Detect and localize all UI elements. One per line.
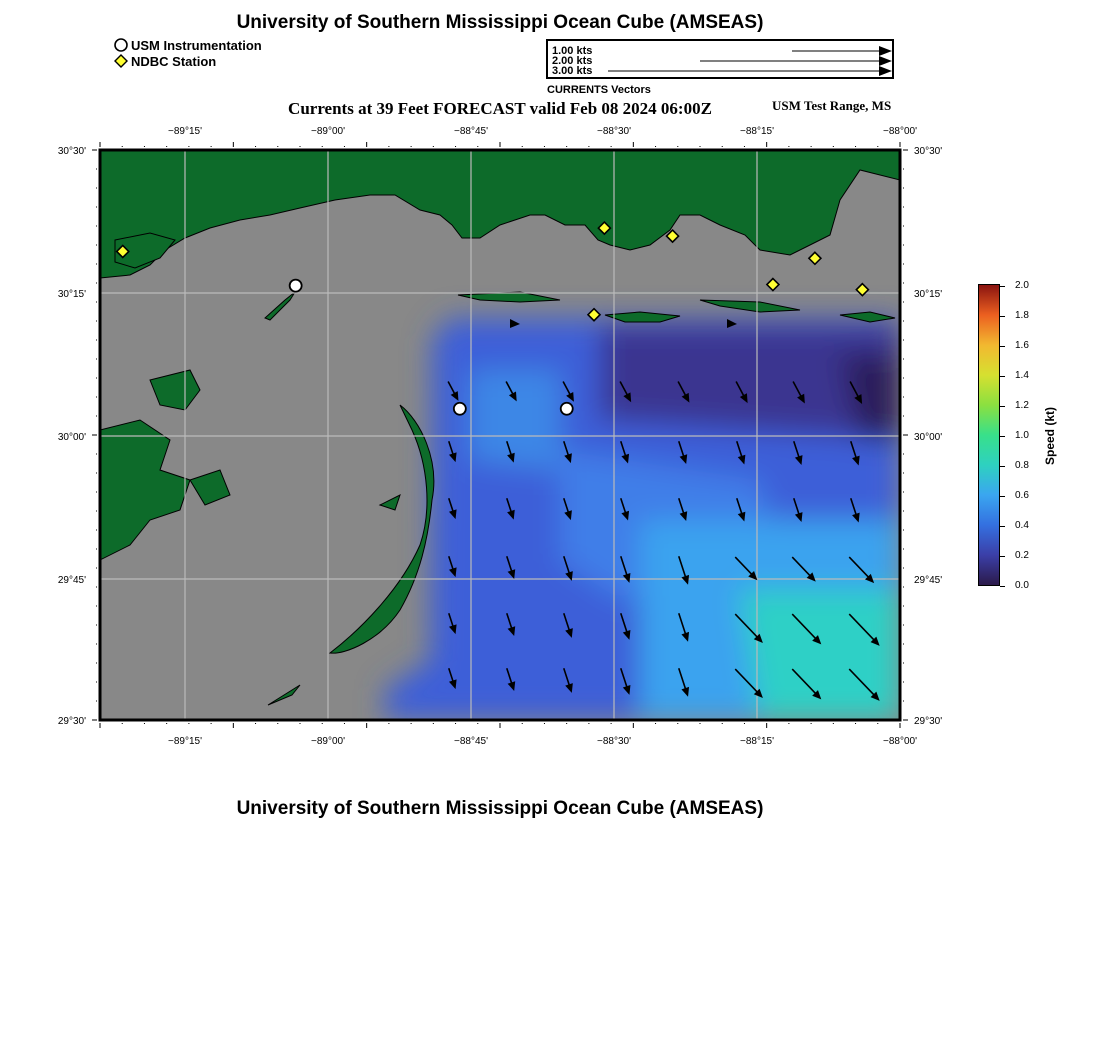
colorbar-tick bbox=[1000, 496, 1005, 497]
speed-field bbox=[385, 318, 900, 720]
vector-key-caption: CURRENTS Vectors bbox=[547, 84, 651, 96]
lat-label-left: 29°30' bbox=[57, 716, 86, 727]
legend-ndbc-label: NDBC Station bbox=[131, 53, 217, 69]
colorbar-tick bbox=[1000, 316, 1005, 317]
vector-key-label-3: 3.00 kts bbox=[552, 65, 593, 77]
speed-colorbar bbox=[978, 284, 1000, 586]
lon-label-bottom: −88°45' bbox=[454, 736, 488, 747]
legend-usm-label: USM Instrumentation bbox=[131, 37, 262, 53]
lat-label-left: 30°00' bbox=[57, 432, 86, 443]
colorbar-tick bbox=[1000, 556, 1005, 557]
range-label: USM Test Range, MS bbox=[772, 98, 892, 113]
lon-label-top: −88°30' bbox=[597, 126, 631, 137]
lat-label-left: 29°45' bbox=[57, 575, 86, 586]
lon-label-top: −89°15' bbox=[168, 126, 202, 137]
usm-station-marker[interactable] bbox=[454, 403, 466, 415]
colorbar-tick bbox=[1000, 436, 1005, 437]
lon-label-bottom: −88°00' bbox=[883, 736, 917, 747]
lon-label-top: −88°15' bbox=[740, 126, 774, 137]
colorbar-tick-label: 1.0 bbox=[1015, 430, 1029, 441]
lat-label-right: 30°00' bbox=[914, 432, 943, 443]
usm-station-marker[interactable] bbox=[290, 280, 302, 292]
colorbar-tick-label: 1.8 bbox=[1015, 310, 1029, 321]
colorbar-tick bbox=[1000, 406, 1005, 407]
page-title: University of Southern Mississippi Ocean Cube (AMSEAS) bbox=[236, 12, 764, 33]
lon-label-bottom: −89°00' bbox=[311, 736, 345, 747]
colorbar-tick bbox=[1000, 526, 1005, 527]
colorbar-tick bbox=[1000, 346, 1005, 347]
lat-label-left: 30°30' bbox=[57, 146, 86, 157]
colorbar-tick-label: 0.0 bbox=[1015, 580, 1029, 591]
lon-label-top: −88°00' bbox=[883, 126, 917, 137]
lon-label-bottom: −88°30' bbox=[597, 736, 631, 747]
colorbar-tick-label: 0.2 bbox=[1015, 550, 1029, 561]
lon-label-bottom: −89°15' bbox=[168, 736, 202, 747]
colorbar-tick-label: 1.6 bbox=[1015, 340, 1029, 351]
colorbar-tick-label: 1.4 bbox=[1015, 370, 1029, 381]
footer-title: University of Southern Mississippi Ocean Cube (AMSEAS) bbox=[236, 798, 764, 819]
map-subtitle: Currents at 39 Feet FORECAST valid Feb 08 2024 06:00Z bbox=[288, 99, 712, 118]
lat-label-right: 30°15' bbox=[914, 289, 943, 300]
colorbar-title: Speed (kt) bbox=[1043, 406, 1057, 466]
lon-label-top: −88°45' bbox=[454, 126, 488, 137]
lat-label-left: 30°15' bbox=[57, 289, 86, 300]
lat-label-right: 29°45' bbox=[914, 575, 943, 586]
colorbar-tick-label: 1.2 bbox=[1015, 400, 1029, 411]
colorbar-tick bbox=[1000, 286, 1005, 287]
usm-station-marker[interactable] bbox=[561, 403, 573, 415]
lon-label-top: −89°00' bbox=[311, 126, 345, 137]
lat-label-right: 30°30' bbox=[914, 146, 943, 157]
colorbar-tick-label: 0.4 bbox=[1015, 520, 1029, 531]
colorbar-tick bbox=[1000, 466, 1005, 467]
lat-label-right: 29°30' bbox=[914, 716, 943, 727]
colorbar-tick-label: 0.6 bbox=[1015, 490, 1029, 501]
colorbar-tick-label: 2.0 bbox=[1015, 280, 1029, 291]
vector-key-label-2: 2.00 kts bbox=[552, 55, 593, 67]
colorbar-tick-label: 0.8 bbox=[1015, 460, 1029, 471]
vector-key-label-1: 1.00 kts bbox=[552, 45, 593, 57]
colorbar-tick bbox=[1000, 586, 1005, 587]
lon-label-bottom: −88°15' bbox=[740, 736, 774, 747]
colorbar-tick bbox=[1000, 376, 1005, 377]
